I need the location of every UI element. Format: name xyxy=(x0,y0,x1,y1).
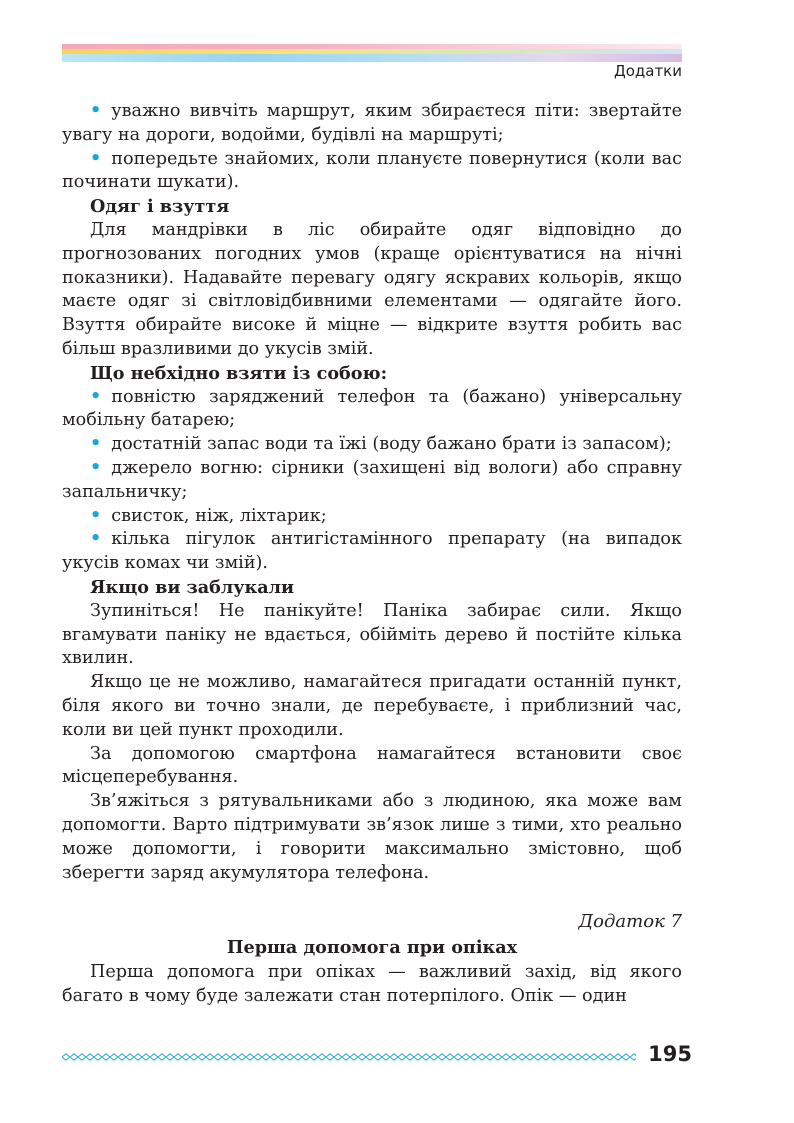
section-label: Додатки xyxy=(613,62,682,80)
bullet-icon: • xyxy=(90,434,102,455)
list-item: • достатній запас води та їжі (воду бажано брати із запасом); xyxy=(90,434,672,455)
list-item: • попередьте знайомих, коли плануєте повернутися (коли вас починати шукати). xyxy=(62,148,682,193)
bullet-icon: • xyxy=(90,529,102,550)
page-body xyxy=(62,100,682,1009)
lost-paragraph: Якщо це не можливо, намагайтеся пригадати останній пункт, біля якого ви точно знали, де перебуваєте, і приблизний час, коли ви цей пункт проходили. xyxy=(62,672,682,740)
take-heading: Що небхідно взяти із собою: xyxy=(90,362,388,384)
appendix-intro: Перша допомога при опіках — важливий захід, від якого багато в чому буде залежати стан потерпілого. Опік — один xyxy=(62,962,682,1007)
header-color-band xyxy=(62,44,682,62)
footer xyxy=(62,1042,692,1068)
clothing-paragraph: Для мандрівки в ліс обирайте одяг відповідно до прогнозованих погодних умов (краще орієнтуватися на нічні показники). Надавайте перевагу одягу яскравих кольорів, якщо маєте одяг зі світловідбивними елементами — одягайте його. Взуття обирайте високе й міцне — відкрите взуття робить вас більш вразливими до укусів змій. xyxy=(62,219,682,359)
appendix-title: Перша допомога при опіках xyxy=(226,937,518,959)
bullet-icon: • xyxy=(90,101,102,121)
lost-paragraph: Зупиніться! Не панікуйте! Паніка забирає сили. Якщо вгамувати паніку не вдається, обійміть дерево й постійте кілька хвилин. xyxy=(62,600,682,669)
bullet-icon: • xyxy=(90,505,102,526)
clothing-heading: Одяг і взуття xyxy=(90,196,230,218)
header-band-blue xyxy=(62,54,682,62)
bullet-icon: • xyxy=(90,148,102,169)
list-item: • кілька пігулок антигістамінного препарату (на випадок укусів комах чи змій). xyxy=(62,529,682,574)
decorative-chain-icon xyxy=(62,1053,636,1061)
list-item: • свисток, ніж, ліхтарик; xyxy=(90,505,327,526)
page-number: 195 xyxy=(648,1042,692,1066)
bullet-icon: • xyxy=(90,457,102,478)
list-item: • джерело вогню: сірники (захищені від вологи) або справну запальничку; xyxy=(62,457,682,502)
list-item: • уважно вивчіть маршрут, яким збираєтеся піти: звертайте увагу на дороги, водойми, будівлі на маршруті; xyxy=(62,101,682,145)
bullet-icon: • xyxy=(90,386,102,407)
lost-heading: Якщо ви заблукали xyxy=(90,576,295,598)
lost-paragraph: За допомогою смартфона намагайтеся встановити своє місцеперебування. xyxy=(62,743,682,788)
appendix-label: Додаток 7 xyxy=(578,911,682,933)
lost-paragraph: Зв’яжіться з рятувальниками або з людиною, яка може вам допомогти. Варто підтримувати зв’язок лише з тими, хто реально може допомогти, і говорити максимально змістовно, щоб зберегти заряд акумулятора телефона. xyxy=(62,791,682,883)
list-item: • повністю заряджений телефон та (бажано) універсальну мобільну батарею; xyxy=(62,386,682,431)
